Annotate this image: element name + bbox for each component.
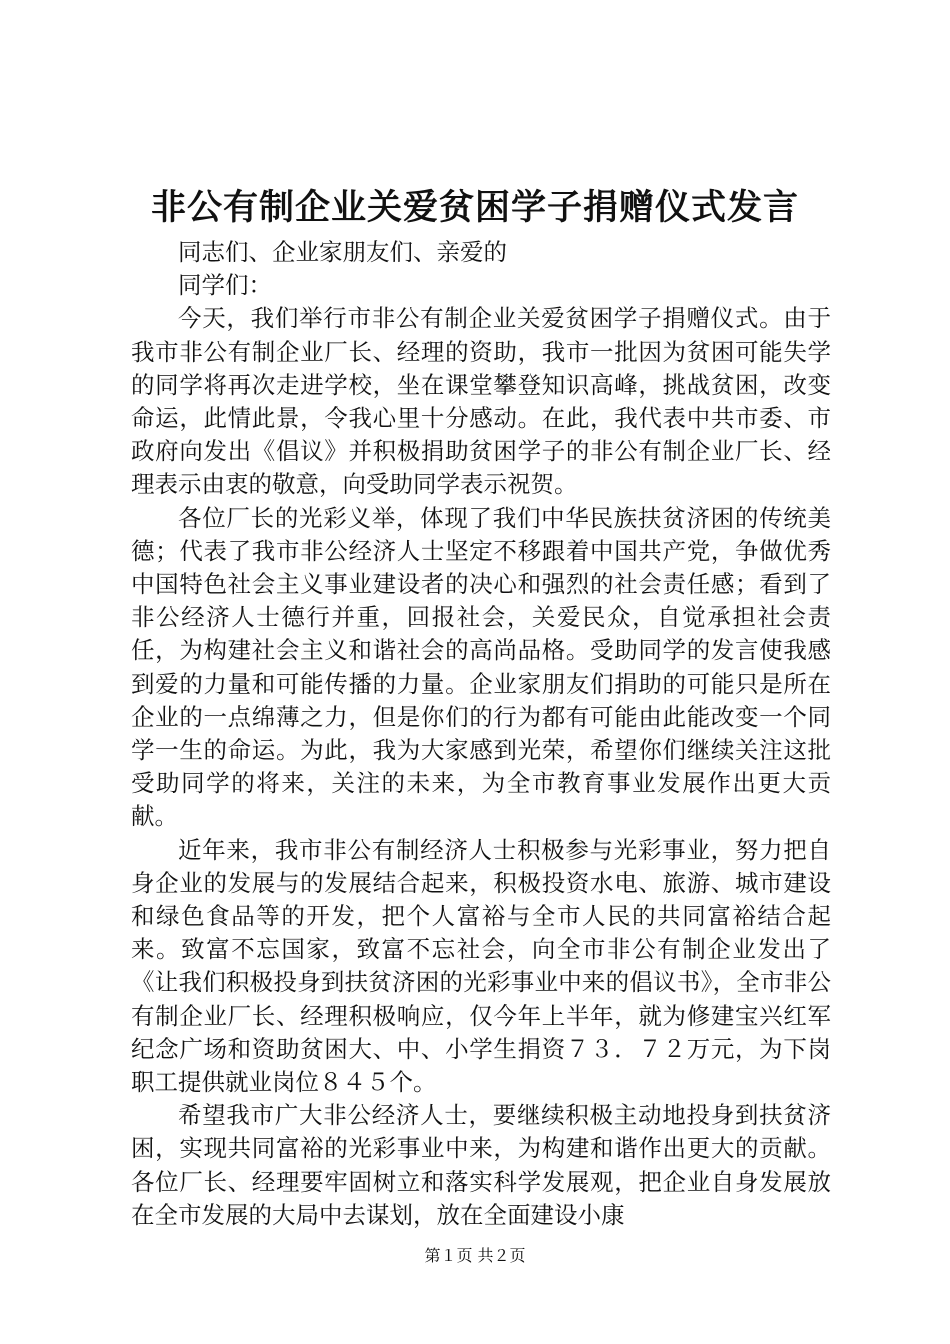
paragraph-3: 近年来，我市非公有制经济人士积极参与光彩事业，努力把自身企业的发展与的发展结合起来，积极投资水电、旅游、城市建设和绿色食品等的开发，把个人富裕与全市人民的共同富裕结合起来。致富不忘国家，致富不忘社会，向全市非公有制企业发出了《让我们积极投身到扶贫济困的光彩事业中来的倡议书》，全市非公有制企业厂长、经理积极响应，仅今年上半年，就为修建宝兴红军纪念广场和资助贫困大、中、小学生捐资７３．７２万元，为下岗职工提供就业岗位８４５个。 [131,835,831,1097]
paragraph-2: 各位厂长的光彩义举，体现了我们中华民族扶贫济困的传统美德；代表了我市非公经济人士坚定不移跟着中国共产党，争做优秀中国特色社会主义事业建设者的决心和强烈的社会责任感；看到了非公经济人士德行并重，回报社会，关爱民众，自觉承担社会责任，为构建社会主义和谐社会的高尚品格。受助同学的发言使我感到爱的力量和可能传播的力量。企业家朋友们捐助的可能只是所在企业的一点绵薄之力，但是你们的行为都有可能由此能改变一个同学一生的命运。为此，我为大家感到光荣，希望你们继续关注这批受助同学的将来，关注的未来，为全市教育事业发展作出更大贡献。 [131,503,831,831]
paragraph-4: 希望我市广大非公经济人士，要继续积极主动地投身到扶贫济困，实现共同富裕的光彩事业中来，为构建和谐作出更大的贡献。各位厂长、经理要牢固树立和落实科学发展观，把企业自身发展放在全市发展的大局中去谋划，放在全面建设小康 [131,1101,831,1229]
page-indicator: 第１页 共２页 [424,1246,526,1265]
paragraph-1: 今天，我们举行市非公有制企业关爱贫困学子捐赠仪式。由于我市非公有制企业厂长、经理的资助，我市一批因为贫困可能失学的同学将再次走进学校，坐在课堂攀登知识高峰，挑战贫困，改变命运，此情此景，令我心里十分感动。在此，我代表中共市委、市政府向发出《倡议》并积极捐助贫困学子的非公有制企业厂长、经理表示由衷的敬意，向受助同学表示祝贺。 [131,304,831,499]
document-title: 非公有制企业关爱贫困学子捐赠仪式发言 [150,187,799,228]
salutation-line-1: 同志们、企业家朋友们、亲爱的 [178,238,507,266]
document-body [131,236,831,1232]
page-footer [0,1245,950,1267]
salutation-line-2: 同学们： [178,271,272,300]
